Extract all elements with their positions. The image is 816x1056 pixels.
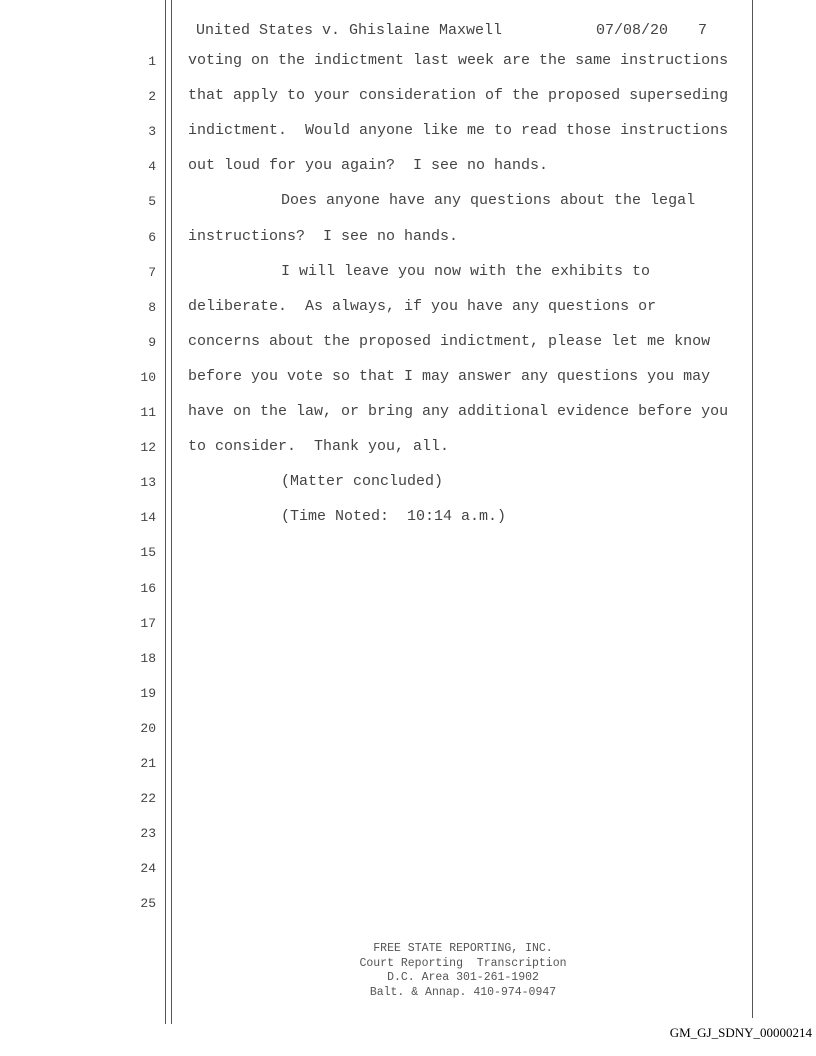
- line-number: 11: [140, 405, 156, 420]
- line-number: 6: [148, 229, 156, 245]
- line-text: before you vote so that I may answer any questions you may: [188, 367, 711, 385]
- reporter-service: Court Reporting Transcription: [359, 956, 567, 970]
- transcript-line: [0, 363, 816, 398]
- transcript-line: [0, 644, 816, 679]
- line-number: 15: [140, 545, 156, 561]
- line-number: 14: [140, 510, 156, 526]
- line-number: 18: [140, 650, 156, 666]
- line-text: out loud for you again? I see no hands.: [188, 157, 549, 175]
- transcript-line: [0, 819, 816, 854]
- case-caption: United States v. Ghislaine Maxwell: [196, 22, 503, 39]
- transcript-line: [0, 749, 816, 784]
- transcript-line: [0, 117, 816, 152]
- line-number: 2: [148, 89, 156, 105]
- transcript-line: [0, 187, 816, 222]
- reporter-company: FREE STATE REPORTING, INC.: [373, 942, 553, 955]
- transcript-line: [0, 889, 816, 924]
- line-number: 19: [140, 685, 156, 701]
- line-text: instructions? I see no hands.: [188, 227, 459, 245]
- transcript-line: [0, 574, 816, 609]
- line-number: 16: [140, 580, 156, 596]
- line-number: 17: [140, 615, 156, 631]
- line-number: 7: [148, 264, 156, 280]
- reporter-dc-phone: D.C. Area 301-261-1902: [387, 971, 539, 984]
- line-text: (Time Noted: 10:14 a.m.): [281, 508, 507, 526]
- line-number: 10: [140, 369, 156, 385]
- transcript-line: [0, 293, 816, 328]
- line-text: voting on the indictment last week are the same instructions: [188, 52, 729, 69]
- bates-number: GM_GJ_SDNY_00000214: [669, 1025, 812, 1040]
- transcript-line: [0, 503, 816, 538]
- transcript-line: [0, 223, 816, 258]
- line-text: I will leave you now with the exhibits to: [281, 262, 651, 280]
- transcript-line: [0, 854, 816, 889]
- line-number: 25: [140, 896, 156, 912]
- line-number: 12: [140, 440, 156, 456]
- line-number: 5: [148, 194, 156, 210]
- reporter-footer: [330, 942, 596, 1000]
- transcript-line: [0, 714, 816, 749]
- transcript-line: [0, 609, 816, 644]
- line-text: that apply to your consideration of the proposed superseding: [188, 87, 729, 105]
- line-number: 22: [140, 791, 156, 807]
- line-number: 9: [148, 334, 156, 350]
- page-number: 7: [698, 22, 708, 39]
- line-number: 21: [140, 756, 156, 771]
- transcript-line: [0, 328, 816, 363]
- line-number: 23: [140, 826, 156, 842]
- page-header: [196, 22, 736, 42]
- transcript-line: [0, 679, 816, 714]
- line-text: to consider. Thank you, all.: [188, 438, 450, 456]
- transcript-line: [0, 258, 816, 293]
- transcript-line: [0, 468, 816, 503]
- line-text: deliberate. As always, if you have any questions or: [188, 297, 657, 315]
- line-number: 4: [148, 159, 156, 175]
- line-text: have on the law, or bring any additional evidence before you: [188, 403, 729, 420]
- line-number: 1: [148, 54, 156, 69]
- line-number: 20: [140, 720, 156, 736]
- line-text: concerns about the proposed indictment, please let me know: [188, 332, 711, 350]
- transcript-line: [0, 784, 816, 819]
- line-number: 8: [148, 299, 156, 315]
- line-number: 3: [148, 124, 156, 140]
- line-number: 24: [140, 861, 156, 877]
- reporter-balt-phone: Balt. & Annap. 410-974-0947: [369, 985, 557, 999]
- line-number: 13: [140, 475, 156, 491]
- transcript-line: [0, 398, 816, 433]
- line-text: (Matter concluded): [281, 473, 444, 491]
- transcript-line: [0, 152, 816, 187]
- transcript-line: [0, 82, 816, 117]
- line-text: Does anyone have any questions about the legal: [281, 192, 696, 210]
- header-date: 07/08/20: [596, 22, 669, 39]
- transcript-line: [0, 47, 816, 82]
- line-text: indictment. Would anyone like me to read those instructions: [188, 122, 729, 140]
- transcript-line: [0, 433, 816, 468]
- transcript-line: [0, 538, 816, 573]
